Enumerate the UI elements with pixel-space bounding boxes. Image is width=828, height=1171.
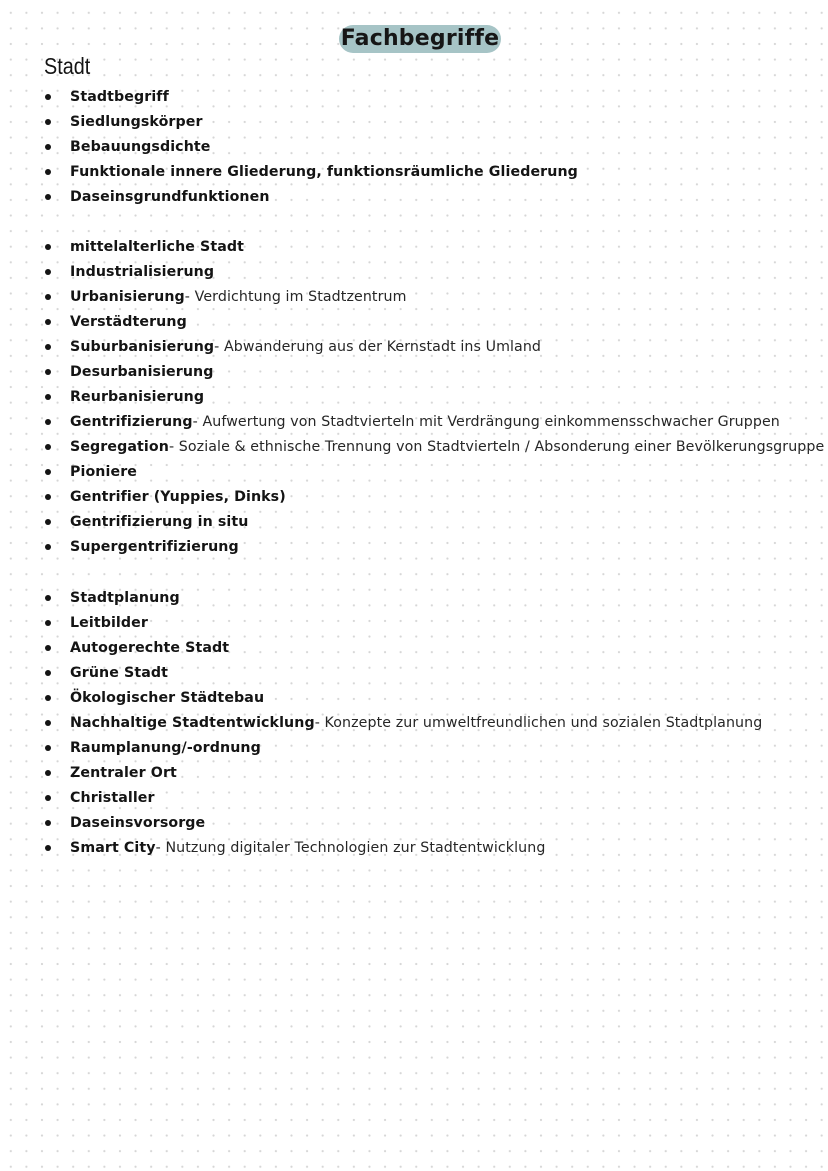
list-item (0, 309, 824, 334)
term-label: Desurbanisierung (70, 363, 214, 380)
list-item (0, 284, 824, 309)
list-item (0, 134, 578, 159)
term-label: Daseinsgrundfunktionen (70, 188, 270, 205)
term-definition: - Abwanderung aus der Kernstadt ins Umland (214, 338, 542, 355)
bullet-icon (45, 319, 51, 325)
bullet-icon (45, 670, 51, 676)
term-label: Industrialisierung (70, 263, 215, 280)
term-label: Funktionale innere Gliederung, funktionsräumliche Gliederung (70, 163, 578, 180)
list-item (0, 384, 824, 409)
list-item (0, 635, 762, 660)
bullet-icon (45, 269, 51, 275)
term-definition: - Soziale & ethnische Trennung von Stadtvierteln / Absonderung einer Bevölkerungsgruppe (168, 438, 825, 455)
list-item (0, 535, 824, 560)
term-label: Verstädterung (70, 313, 187, 330)
term-label: Grüne Stadt (70, 664, 169, 681)
bullet-icon (45, 745, 51, 751)
term-label: Christaller (70, 789, 155, 806)
list-item (0, 459, 824, 484)
bullet-icon (45, 94, 51, 100)
list-item (0, 409, 824, 434)
list-item (0, 735, 762, 760)
bullet-icon (45, 770, 51, 776)
section-heading: Stadt (44, 53, 91, 79)
term-label: Raumplanung/-ordnung (70, 739, 261, 756)
bullet-icon (45, 244, 51, 250)
list-item (0, 109, 578, 134)
list-item (0, 835, 762, 860)
bullet-icon (45, 544, 51, 550)
bullet-icon (45, 795, 51, 801)
list-item (0, 84, 578, 109)
bullet-icon (45, 695, 51, 701)
list-item (0, 259, 824, 284)
term-label: Suburbanisierung (70, 338, 215, 355)
list-item (0, 434, 824, 459)
list-item (0, 484, 824, 509)
bullet-icon (45, 444, 51, 450)
term-label: Nachhaltige Stadtentwicklung (70, 714, 315, 731)
term-label: Ökologischer Städtebau (70, 689, 265, 706)
term-label: Autogerechte Stadt (70, 639, 230, 656)
bullet-icon (45, 845, 51, 851)
bullet-icon (45, 294, 51, 300)
term-label: Daseinsvorsorge (70, 814, 206, 831)
bullet-icon (45, 419, 51, 425)
term-label: Gentrifier (Yuppies, Dinks) (70, 488, 286, 505)
bullet-icon (45, 394, 51, 400)
term-label: mittelalterliche Stadt (70, 238, 245, 255)
bullet-icon (45, 595, 51, 601)
list-item (0, 159, 578, 184)
term-label: Pioniere (70, 463, 138, 480)
list-item (0, 685, 762, 710)
bullet-icon (45, 645, 51, 651)
term-label: Gentrifizierung (70, 413, 193, 430)
list-item (0, 585, 762, 610)
list-item (0, 234, 824, 259)
term-definition: - Nutzung digitaler Technologien zur Stadtentwicklung (155, 839, 546, 856)
bullet-icon (45, 820, 51, 826)
term-list-urban-planning (0, 585, 762, 861)
list-item (0, 510, 824, 535)
term-label: Gentrifizierung in situ (70, 514, 249, 531)
list-item (0, 334, 824, 359)
bullet-icon (45, 144, 51, 150)
bullet-icon (45, 519, 51, 525)
bullet-icon (45, 119, 51, 125)
list-item (0, 785, 762, 810)
term-label: Stadtbegriff (70, 88, 169, 105)
list-item (0, 810, 762, 835)
bullet-icon (45, 169, 51, 175)
bullet-icon (45, 720, 51, 726)
term-label: Smart City (70, 839, 156, 856)
list-item (0, 760, 762, 785)
term-label: Zentraler Ort (70, 764, 177, 781)
list-item (0, 359, 824, 384)
list-item (0, 184, 578, 209)
bullet-icon (45, 620, 51, 626)
term-label: Segregation (70, 438, 169, 455)
list-item (0, 610, 762, 635)
term-definition: - Verdichtung im Stadtzentrum (184, 288, 407, 305)
term-label: Leitbilder (70, 614, 148, 631)
term-list-basics (0, 84, 578, 209)
term-label: Reurbanisierung (70, 388, 205, 405)
bullet-icon (45, 369, 51, 375)
page-title: Fachbegriffe (340, 26, 500, 51)
bullet-icon (45, 469, 51, 475)
term-list-urban-development (0, 234, 824, 560)
bullet-icon (45, 194, 51, 200)
term-definition: - Konzepte zur umweltfreundlichen und sozialen Stadtplanung (314, 714, 763, 731)
term-definition: - Aufwertung von Stadtvierteln mit Verdrängung einkommensschwacher Gruppen (192, 413, 780, 430)
bullet-icon (45, 344, 51, 350)
term-label: Bebauungsdichte (70, 138, 211, 155)
list-item (0, 710, 762, 735)
term-label: Supergentrifizierung (70, 539, 239, 556)
term-label: Stadtplanung (70, 589, 180, 606)
title-badge (339, 25, 501, 53)
bullet-icon (45, 494, 51, 500)
list-item (0, 660, 762, 685)
term-label: Siedlungskörper (70, 113, 203, 130)
term-label: Urbanisierung (70, 288, 185, 305)
